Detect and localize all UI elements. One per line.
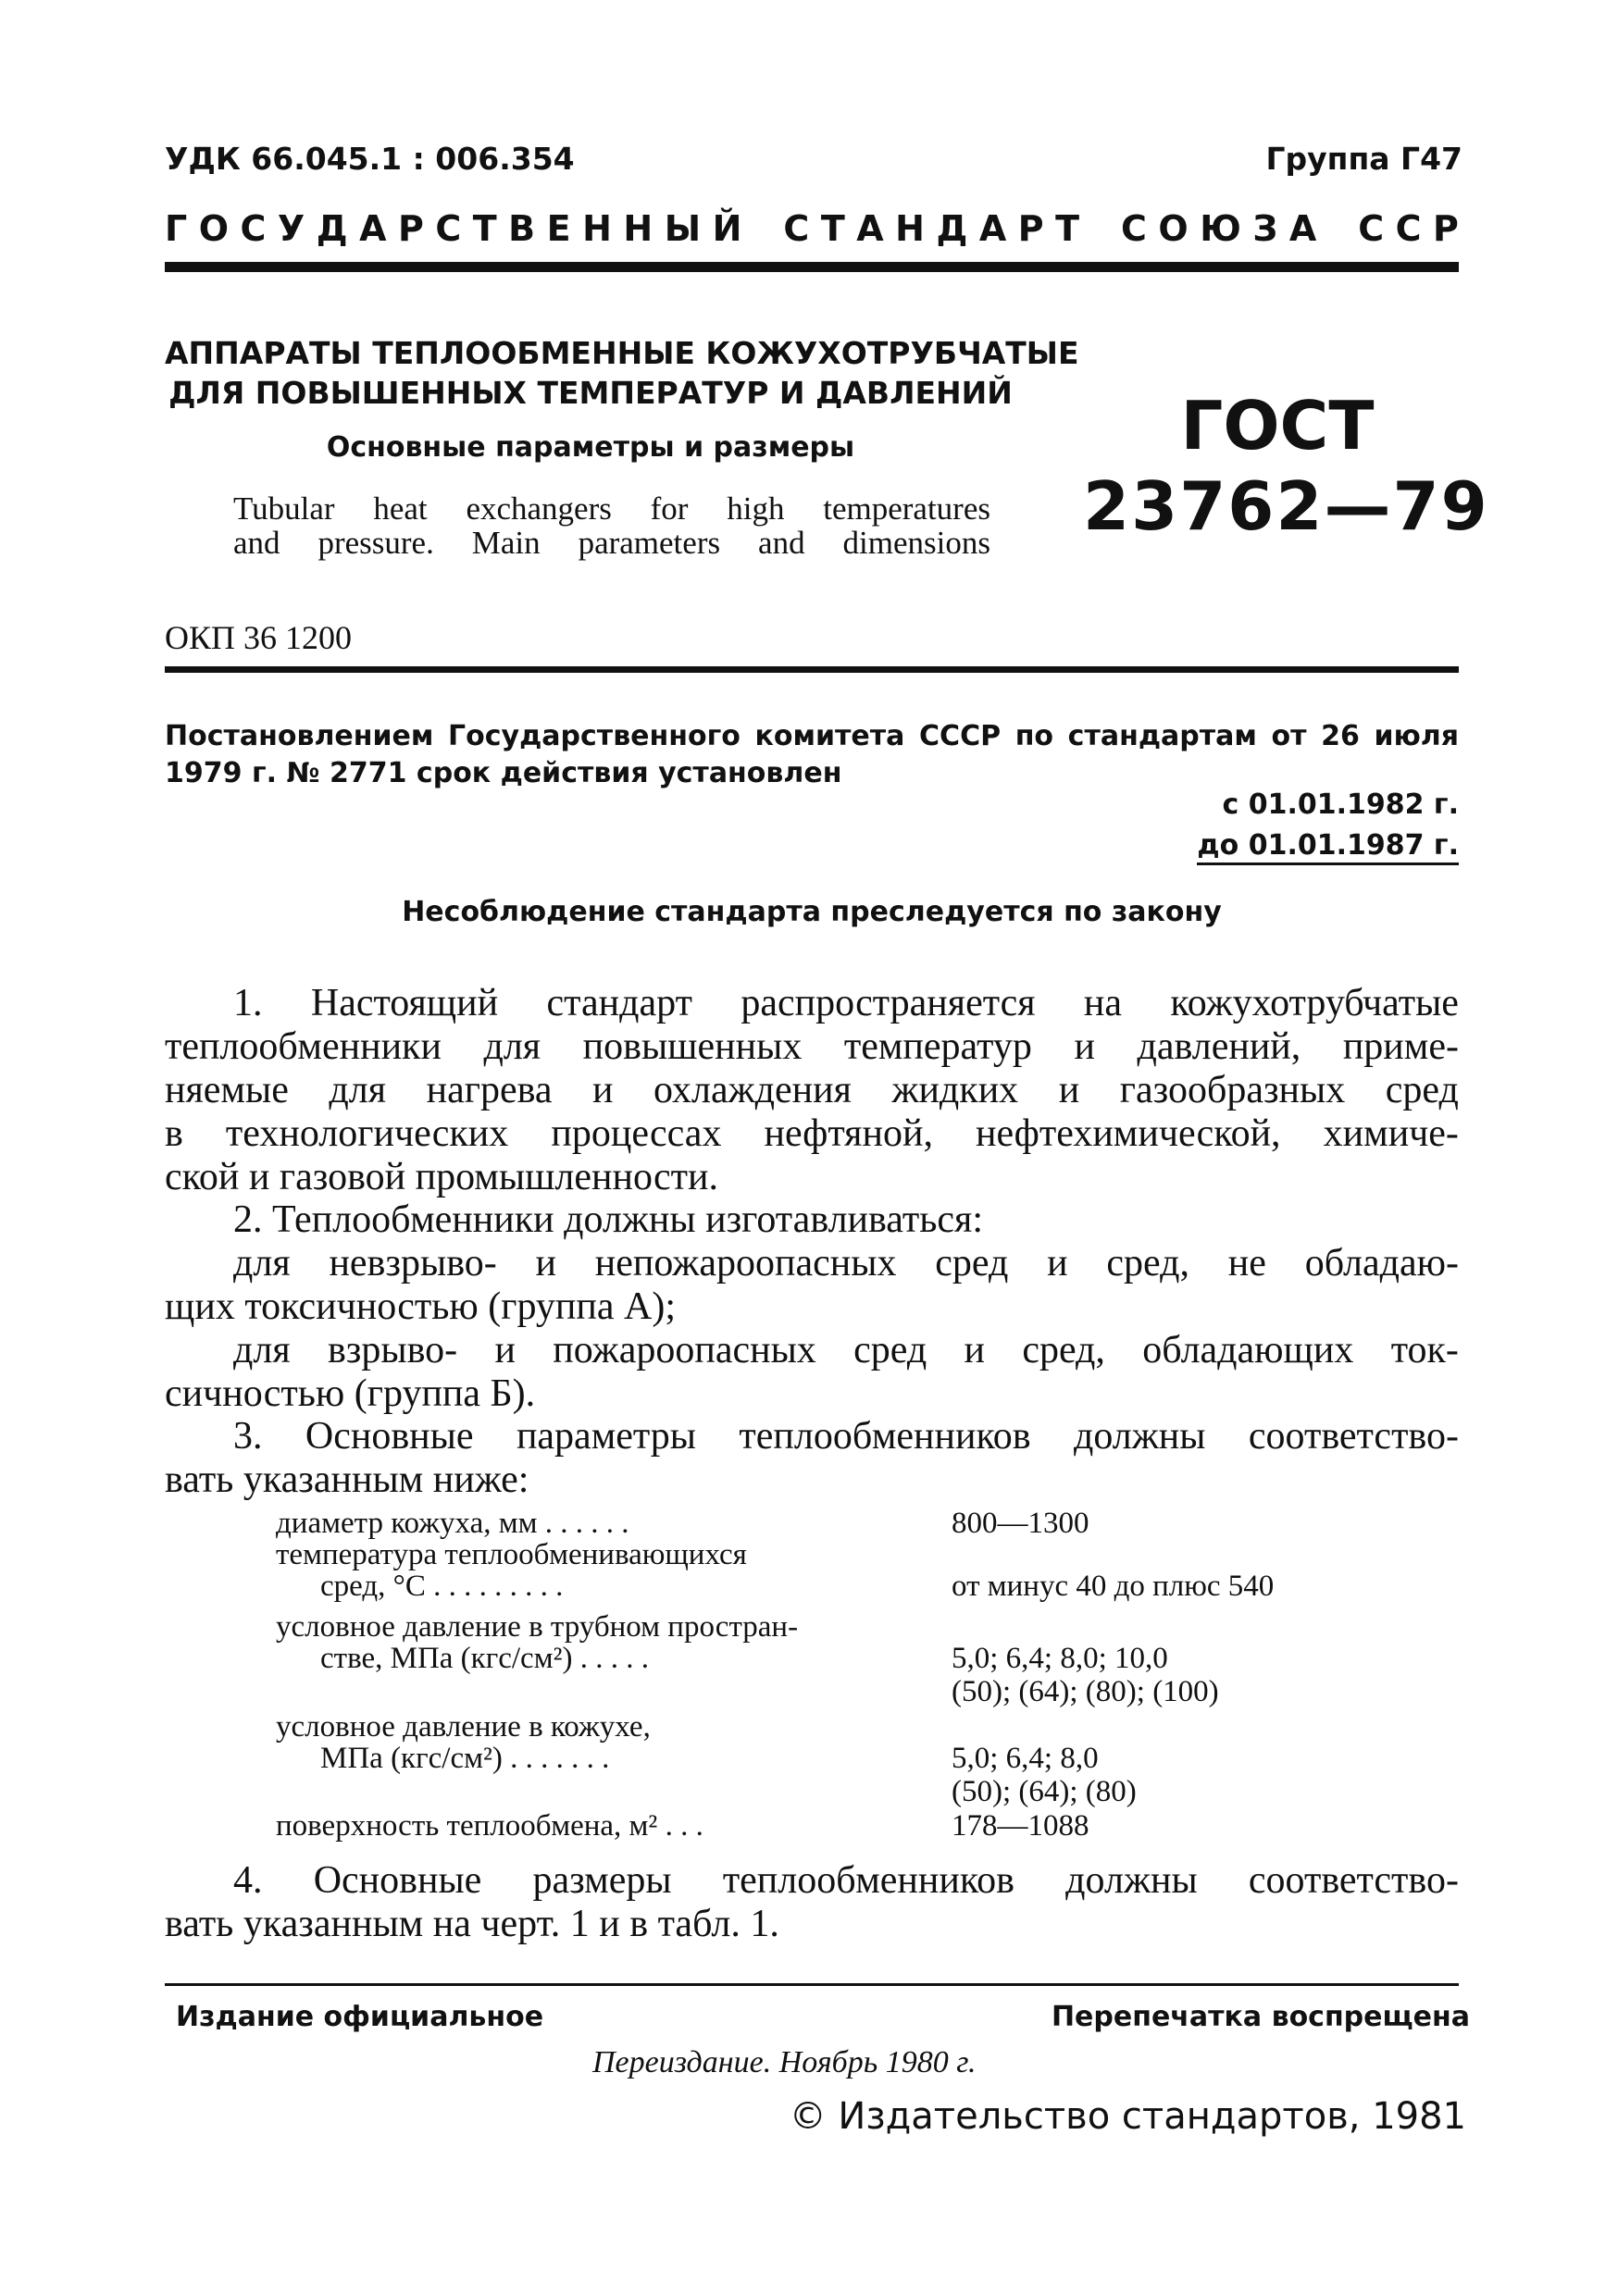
word: соответство- [1248, 1859, 1459, 1902]
word: 4. [233, 1859, 263, 1902]
decree-line-1 [165, 720, 1459, 752]
paragraph-2-line: сичностью (группа Б). [165, 1372, 536, 1415]
word: пожароопасных [553, 1329, 816, 1371]
word: обладаю- [1304, 1242, 1459, 1285]
word: для [233, 1329, 291, 1371]
title-line-1: АППАРАТЫ ТЕПЛООБМЕННЫЕ КОЖУХОТРУБЧАТЫЕ [165, 335, 1079, 371]
word: нагрева [426, 1069, 553, 1111]
heading-letter: С [1121, 208, 1147, 249]
word: не [1227, 1242, 1266, 1285]
param-temperature-value: от минус 40 до плюс 540 [952, 1570, 1275, 1603]
word: непожароопасных [594, 1242, 897, 1285]
word: параметры [516, 1415, 697, 1458]
param-temperature-label: сред, °C . . . . . . . . . [320, 1570, 564, 1603]
heading-gap [753, 208, 772, 249]
heading-letter: Ю [1200, 208, 1241, 249]
word: давлений, [1137, 1025, 1301, 1068]
word: температур [843, 1025, 1032, 1068]
word: няемые [165, 1069, 289, 1111]
word: exchangers [466, 490, 612, 527]
word: Постановлением [165, 720, 434, 752]
heading-letter: С [783, 208, 810, 249]
word: 1. [233, 982, 263, 1024]
word: сред [1385, 1069, 1459, 1111]
paragraph-4-line: вать указанным на черт. 1 и в табл. 1. [165, 1903, 779, 1945]
word: heat [373, 490, 428, 527]
paragraph-4-line [233, 1858, 1459, 1903]
param-shell-pressure-label: МПа (кгс/см²) . . . . . . . [320, 1742, 610, 1775]
word: dimensions [842, 525, 990, 561]
word: сред [853, 1329, 927, 1371]
word: СССР [919, 720, 1002, 752]
english-title-line-2 [233, 525, 990, 562]
heading-letter: Д [316, 208, 348, 249]
paragraph-2-line: щих токсичностью (группа А); [165, 1285, 677, 1328]
heading-letter: А [978, 208, 1007, 249]
heading-letter: Т [472, 208, 497, 249]
heading-letter: Т [820, 208, 845, 249]
param-shell-diameter-value: 800—1300 [952, 1507, 1089, 1540]
heading-gap [1328, 208, 1347, 249]
word: Main [471, 525, 541, 561]
word: по [1014, 720, 1054, 752]
section-rule [165, 666, 1459, 673]
paragraph-1-line: ской и газовой промышленности. [165, 1156, 718, 1198]
heading-letter: Н [582, 208, 612, 249]
param-temperature-label: температура теплообменивающихся [276, 1538, 747, 1571]
word: теплообменников [722, 1859, 1014, 1902]
heading-letter: У [277, 208, 305, 249]
title-line-2: ДЛЯ ПОВЫШЕННЫХ ТЕМПЕРАТУР И ДАВЛЕНИЙ [168, 375, 1013, 411]
word: для [329, 1069, 387, 1111]
word: and [758, 525, 805, 561]
english-title-line-1 [233, 490, 990, 527]
word: нефтяной, [764, 1112, 933, 1155]
heading-letter: В [508, 208, 536, 249]
word: и [592, 1069, 614, 1111]
word: and [233, 525, 280, 561]
heading-letter: Т [1055, 208, 1080, 249]
effective-from-date: с 01.01.1982 г. [1222, 788, 1459, 821]
heading-letter: С [435, 208, 462, 249]
heading-gap [1091, 208, 1110, 249]
reissue-note: Переиздание. Ноябрь 1980 г. [592, 2045, 977, 2079]
param-tube-pressure-value: 5,0; 6,4; 8,0; 10,0 [952, 1642, 1168, 1675]
heading-letter: А [856, 208, 884, 249]
word: жидких [891, 1069, 1019, 1111]
word: стандарт [546, 982, 692, 1024]
heading-letter: С [240, 208, 267, 249]
word: должны [1073, 1415, 1206, 1458]
word: июля [1374, 720, 1459, 752]
heading-letter: А [359, 208, 387, 249]
param-surface-label: поверхность теплообмена, м² . . . [276, 1809, 703, 1843]
word: и [1074, 1025, 1095, 1068]
heading-letter: Н [895, 208, 925, 249]
param-shell-pressure-value: (50); (64); (80) [952, 1775, 1137, 1808]
word: 3. [233, 1415, 263, 1458]
paragraph-3-line [233, 1414, 1459, 1458]
word: газообразных [1119, 1069, 1346, 1111]
paragraph-1-line [233, 981, 1459, 1025]
paragraph-3-line: вать указанным ниже: [165, 1458, 529, 1501]
heading-letter: Е [546, 208, 571, 249]
heading-letter: С [1358, 208, 1385, 249]
word: pressure. [317, 525, 434, 561]
state-standard-heading [165, 208, 1459, 249]
gost-label: ГОСТ [1180, 387, 1375, 465]
word: повышенных [582, 1025, 803, 1068]
word: процессах [551, 1112, 722, 1155]
word: в [165, 1112, 183, 1155]
heading-letter: Д [936, 208, 968, 249]
word: для [483, 1025, 541, 1068]
word: соответство- [1248, 1415, 1459, 1458]
subtitle: Основные параметры и размеры [326, 431, 855, 464]
heading-letter: Ы [664, 208, 702, 249]
param-tube-pressure-label: условное давление в трубном простран- [276, 1610, 799, 1644]
word: и [535, 1242, 556, 1285]
word: теплообменники [165, 1025, 442, 1068]
word: охлаждения [653, 1069, 852, 1111]
heading-letter: Р [1017, 208, 1044, 249]
paragraph-2-line: 2. Теплообменники должны изготавливаться: [233, 1198, 983, 1241]
word: и [494, 1329, 516, 1371]
heading-letter: С [1395, 208, 1422, 249]
word: взрыво- [327, 1329, 458, 1371]
param-shell-diameter-label: диаметр кожуха, мм . . . . . . [276, 1507, 629, 1540]
effective-to-date: до 01.01.1987 г. [1197, 829, 1459, 865]
paragraph-1-line [165, 1111, 1459, 1156]
law-notice: Несоблюдение стандарта преследуется по закону [402, 896, 1222, 928]
word: high [727, 490, 785, 527]
heading-letter: Н [623, 208, 653, 249]
group-code: Группа Г47 [1265, 141, 1462, 177]
publisher-copyright: © Издательство стандартов, 1981 [789, 2095, 1466, 2138]
word: комитета [754, 720, 905, 752]
word: ток- [1390, 1329, 1459, 1371]
word: стандартам [1067, 720, 1257, 752]
word: должны [1065, 1859, 1198, 1902]
paragraph-2-line [233, 1328, 1459, 1372]
word: сред, [1022, 1329, 1105, 1371]
paragraph-2-line [233, 1241, 1459, 1285]
paragraph-1-line [165, 1024, 1459, 1069]
word: и [1047, 1242, 1068, 1285]
word: и [1058, 1069, 1080, 1111]
okp-code: ОКП 36 1200 [165, 619, 353, 656]
heading-letter: Р [1433, 208, 1459, 249]
heading-letter: О [198, 208, 230, 249]
word: Основные [305, 1415, 474, 1458]
word: Tubular [233, 490, 335, 527]
heading-letter: З [1252, 208, 1278, 249]
reprint-notice: Перепечатка воспрещена [1051, 2001, 1470, 2033]
footer-rule [165, 1983, 1459, 1986]
word: for [650, 490, 689, 527]
word: 26 [1321, 720, 1360, 752]
heading-letter: Р [398, 208, 424, 249]
param-shell-pressure-label: условное давление в кожухе, [276, 1710, 651, 1744]
word: и [964, 1329, 986, 1371]
gost-number: 23762—79 [1083, 467, 1489, 545]
heading-letter: А [1288, 208, 1317, 249]
header-rule [165, 262, 1459, 272]
udk-code: УДК 66.045.1 : 006.354 [165, 141, 575, 177]
word: химиче- [1323, 1112, 1459, 1155]
word: нефтехимической, [976, 1112, 1281, 1155]
heading-letter: О [1158, 208, 1189, 249]
param-tube-pressure-value: (50); (64); (80); (100) [952, 1675, 1219, 1708]
word: Государственного [448, 720, 741, 752]
param-tube-pressure-label: стве, МПа (кгс/см²) . . . . . [320, 1642, 649, 1675]
word: кожухотрубчатые [1170, 982, 1459, 1024]
word: распространяется [741, 982, 1036, 1024]
paragraph-1-line [165, 1068, 1459, 1112]
param-surface-value: 178—1088 [952, 1809, 1089, 1843]
word: теплообменников [739, 1415, 1031, 1458]
word: temperatures [823, 490, 990, 527]
word: невзрыво- [329, 1242, 497, 1285]
heading-letter: Г [165, 208, 188, 249]
heading-letter: Й [712, 208, 742, 249]
word: сред, [1106, 1242, 1189, 1285]
word: на [1083, 982, 1123, 1024]
word: Настоящий [310, 982, 499, 1024]
word: parameters [578, 525, 721, 561]
word: размеры [532, 1859, 672, 1902]
word: от [1271, 720, 1307, 752]
param-shell-pressure-value: 5,0; 6,4; 8,0 [952, 1742, 1099, 1775]
word: для [233, 1242, 291, 1285]
word: Основные [313, 1859, 482, 1902]
word: технологических [225, 1112, 509, 1155]
word: приме- [1342, 1025, 1459, 1068]
decree-line-2: 1979 г. № 2771 срок действия установлен [165, 757, 842, 789]
word: сред [935, 1242, 1009, 1285]
official-edition: Издание официальное [176, 2001, 544, 2033]
word: обладающих [1142, 1329, 1354, 1371]
